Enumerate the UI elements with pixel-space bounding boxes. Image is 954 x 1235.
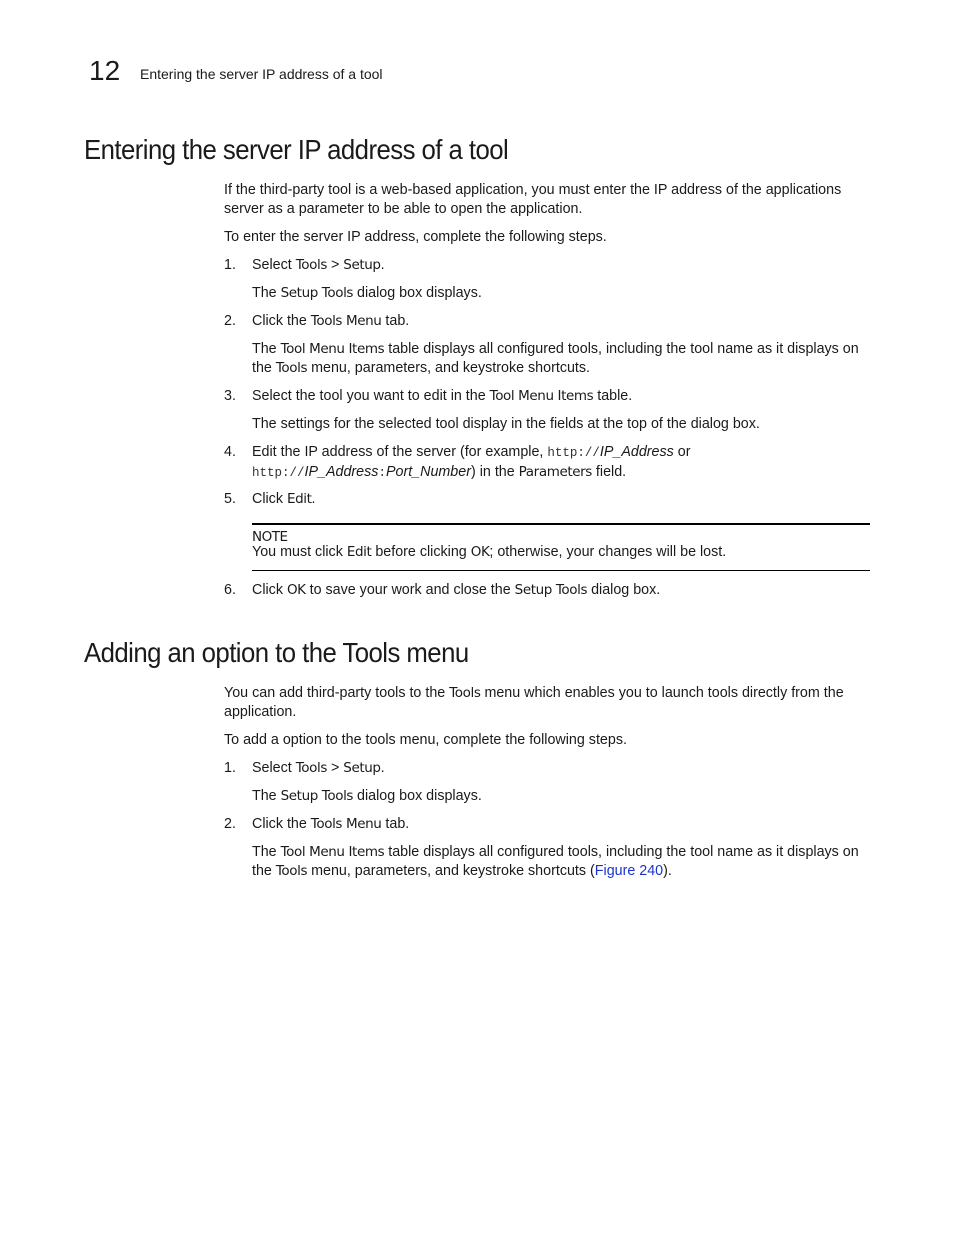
ui-term: Tools [275, 360, 308, 376]
ui-term: Tools [449, 685, 481, 701]
ui-term: Edit [346, 544, 372, 560]
note-top-rule [252, 523, 870, 525]
step-text: Click Edit. [252, 491, 316, 507]
ui-term: Tools Menu [310, 816, 382, 832]
step-number: 2. [224, 816, 236, 832]
ui-term: Tool Menu Items [280, 844, 385, 860]
paragraph [224, 181, 872, 219]
paragraph: To enter the server IP address, complete the following steps. [224, 229, 607, 245]
ui-term: Tools Menu [310, 313, 382, 329]
section-heading: Entering the server IP address of a tool [84, 134, 509, 165]
ui-term: Edit [286, 491, 312, 507]
step-result: The settings for the selected tool display in the fields at the top of the dialog box. [252, 416, 760, 432]
running-header: Entering the server IP address of a tool [140, 66, 383, 82]
ui-term: OK [470, 544, 490, 560]
step-text: Select the tool you want to edit in the Tool Menu Items table. [252, 388, 633, 404]
step-result: The Setup Tools dialog box displays. [252, 788, 482, 804]
paragraph: You can add third-party tools to the Tools menu which enables you to launch tools directly from the application. [224, 685, 844, 720]
step-number: 4. [224, 444, 236, 460]
step-number: 3. [224, 388, 236, 404]
text: If the third-party tool is a web-based application, you must enter the IP address of the applications server as a parameter to be able to open the application. [224, 182, 842, 217]
ui-term: Setup [343, 760, 381, 776]
ui-term: Tools [275, 863, 308, 879]
figure-link[interactable]: Figure 240 [594, 863, 664, 879]
ui-term: Parameters [518, 464, 592, 480]
step-number: 1. [224, 760, 236, 776]
step-text: Click OK to save your work and close the Setup Tools dialog box. [252, 582, 661, 598]
step-number: 2. [224, 313, 236, 329]
step-text: Click the Tools Menu tab. [252, 313, 410, 329]
code-text: http:// [252, 466, 305, 480]
paragraph: To add a option to the tools menu, complete the following steps. [224, 732, 627, 748]
ui-term: Setup Tools [514, 582, 588, 598]
chapter-number: 12 [89, 55, 121, 86]
note-text: You must click Edit before clicking OK; otherwise, your changes will be lost. [252, 544, 727, 560]
ui-term: Setup [343, 257, 381, 273]
step-text: Edit the IP address of the server (for example, http://IP_Address or http://IP_Address:Port_Number) in the Parameters field. [252, 444, 691, 480]
code-text: http:// [547, 446, 600, 460]
placeholder-text: IP_Address [599, 444, 674, 460]
ui-term: Setup Tools [280, 285, 354, 301]
ui-term: OK [286, 582, 306, 598]
ui-term: Tool Menu Items [280, 341, 385, 357]
step-result: The Tool Menu Items table displays all configured tools, including the tool name as it displays on the Tools menu, parameters, and keystroke shortcuts (Figure 240). [252, 844, 859, 879]
ui-term: Tool Menu Items [489, 388, 594, 404]
ui-term: Setup Tools [280, 788, 354, 804]
step-number: 1. [224, 257, 236, 273]
placeholder-text: Port_Number [385, 464, 471, 480]
step-text: Select Tools > Setup. [252, 760, 385, 776]
note-bottom-rule [252, 570, 870, 571]
code-text: : [378, 466, 386, 480]
ui-term: Tools [295, 257, 327, 273]
step-result: The Tool Menu Items table displays all configured tools, including the tool name as it displays on the Tools menu, parameters, and keystroke shortcuts. [252, 341, 859, 376]
step-number: 6. [224, 582, 236, 598]
step-text: Click the Tools Menu tab. [252, 816, 410, 832]
placeholder-text: IP_Address [304, 464, 379, 480]
step-result: The Setup Tools dialog box displays. [252, 285, 482, 301]
ui-term: Tools [295, 760, 327, 776]
step-number: 5. [224, 491, 236, 507]
step-text: Select Tools > Setup. [252, 257, 385, 273]
note-label: NOTE [252, 529, 288, 545]
section-heading: Adding an option to the Tools menu [84, 637, 469, 668]
